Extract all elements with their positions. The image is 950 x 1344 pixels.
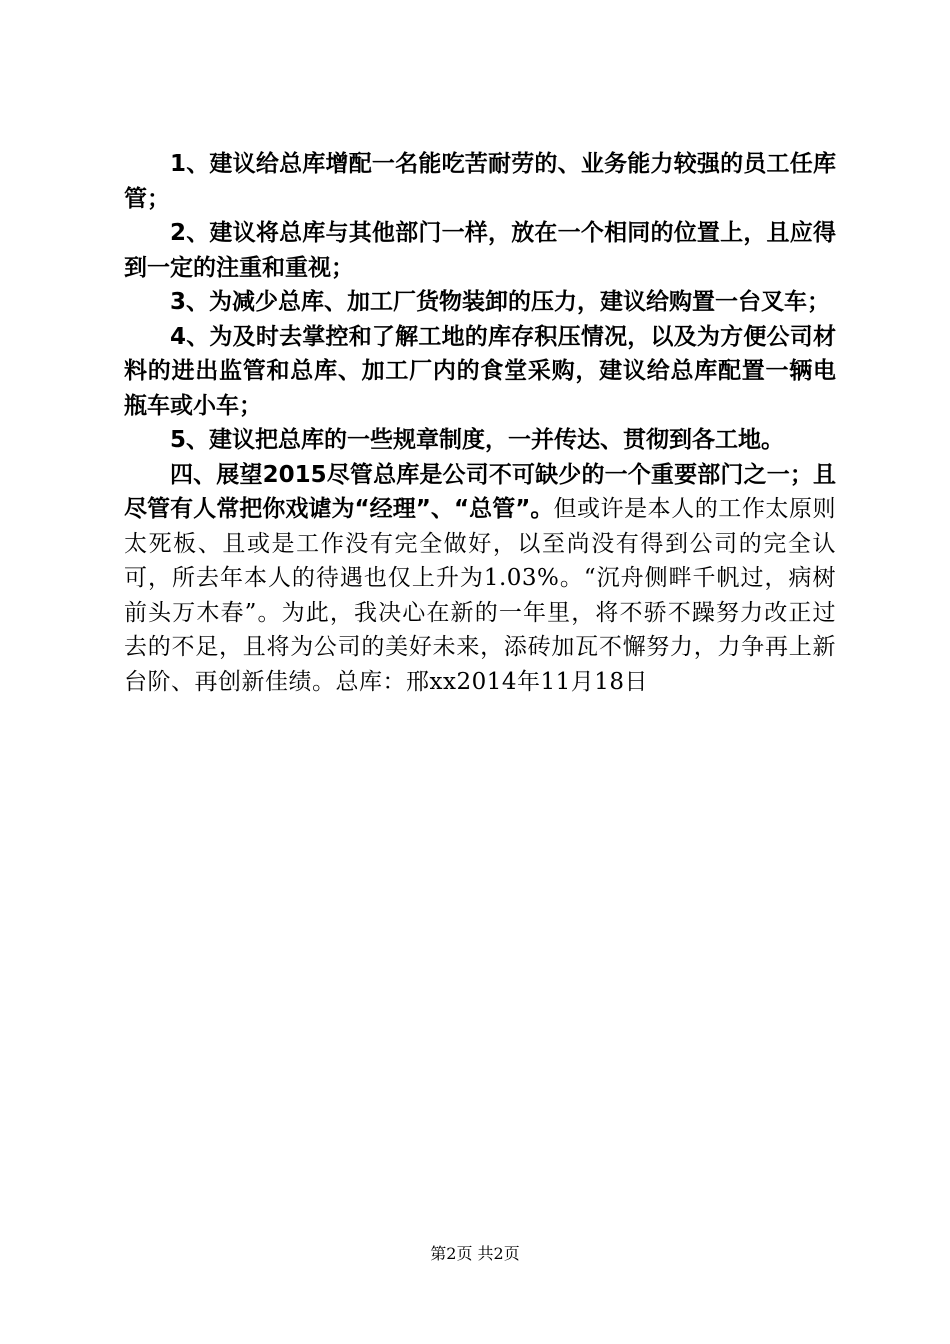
document-body bbox=[124, 147, 836, 699]
outlook-body-text: 但或许是本人的工作太原则太死板、且或是工作没有完全做好，以至尚没有得到公司的完全认可，所去年本人的待遇也仅上升为1.03%。“沉舟侧畔千帆过，病树前头万木春”。为此，我决心在新的一年里，将不骄不躁努力改正过去的不足，且将为公司的美好未来，添砖加瓦不懈努力，力争再上新台阶、再创新佳绩。总库：邢xx2014年11月18日 bbox=[124, 496, 836, 695]
paragraph-suggestion-5: 5、建议把总库的一些规章制度，一并传达、贯彻到各工地。 bbox=[170, 427, 785, 453]
paragraph-outlook bbox=[124, 458, 836, 700]
paragraph-suggestion-3: 3、为减少总库、加工厂货物装卸的压力，建议给购置一台叉车； bbox=[170, 289, 831, 315]
paragraph-suggestion-4: 4、为及时去掌控和了解工地的库存积压情况，以及为方便公司材料的进出监管和总库、加工厂内的食堂采购，建议给总库配置一辆电瓶车或小车； bbox=[124, 323, 836, 419]
paragraph-suggestion-1: 1、建议给总库增配一名能吃苦耐劳的、业务能力较强的员工任库管； bbox=[124, 151, 836, 212]
paragraph-suggestion-2: 2、建议将总库与其他部门一样，放在一个相同的位置上，且应得到一定的注重和重视； bbox=[124, 220, 836, 281]
outlook-heading-text: 四、展望2015尽管总库是公司不可缺少的一个重要部门之一；且尽管有人常把你戏谑为“经理”、“总管”。 bbox=[124, 461, 836, 522]
page-footer: 第2页 共2页 bbox=[430, 1244, 520, 1263]
